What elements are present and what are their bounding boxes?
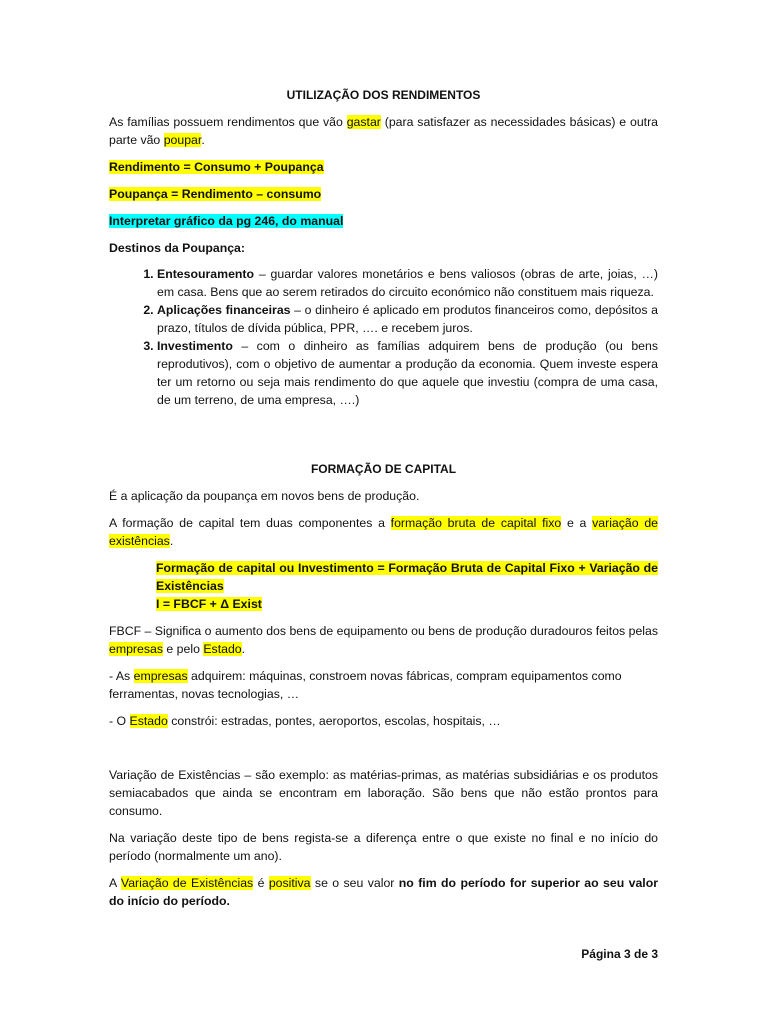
highlight-fbcf: formação bruta de capital fixo — [390, 516, 562, 530]
paragraph-positiva: A Variação de Existências é positiva se o seu valor no fim do período for superior ao seu valor do início do período. — [109, 876, 658, 908]
document-page — [109, 78, 658, 910]
paragraph-estado: - O Estado constrói: estradas, pontes, aeroportos, escolas, hospitais, … — [109, 714, 501, 728]
formula-investimento: Formação de capital ou Investimento = Formação Bruta de Capital Fixo + Variação de Existências — [156, 561, 658, 593]
page-number: Página 3 de 3 — [581, 947, 658, 961]
list-item: 1. Entesouramento – guardar valores monetários e bens valiosos (obras de arte, joias, …) em casa. Bens que ao serem retirados do circuito económico não constituem mais riqueza. — [157, 265, 658, 301]
paragraph-na-variacao: Na variação deste tipo de bens regista-se a diferença entre o que existe no final e no início do período (normalmente um ano). — [109, 831, 658, 863]
destinos-list — [109, 265, 658, 409]
highlight-gastar: gastar — [346, 115, 381, 129]
paragraph-fbcf: FBCF – Significa o aumento dos bens de equipamento ou bens de produção duradouros feitos pelas empresas e pelo Estado. — [109, 624, 658, 656]
highlight-variacao: variação de existências — [109, 516, 658, 548]
paragraph-variacao: Variação de Existências – são exemplo: as matérias-primas, as matérias subsidiárias e os produtos semiacabados que ainda se encontram em laboração. São bens que não estão prontos para consumo. — [109, 768, 658, 818]
equation-rendimento: Rendimento = Consumo + Poupança — [109, 160, 324, 174]
equation-poupanca: Poupança = Rendimento – consumo — [109, 187, 322, 201]
formula-block — [109, 559, 658, 613]
heading-destinos: Destinos da Poupança: — [109, 241, 245, 255]
section-title-rendimentos: UTILIZAÇÃO DOS RENDIMENTOS — [286, 88, 481, 102]
list-item: 2. Aplicações financeiras – o dinheiro é aplicado em produtos financeiros como, depósitos a prazo, títulos de dívida pública, PPR, …. e recebem juros. — [157, 301, 658, 337]
paragraph-rendimentos: As famílias possuem rendimentos que vão gastar (para satisfazer as necessidades básicas) e outra parte vão poupar. — [109, 115, 659, 147]
section-title-formacao: FORMAÇÃO DE CAPITAL — [310, 462, 457, 476]
list-item: 3. Investimento – com o dinheiro as famílias adquirem bens de produção (ou bens reprodutivos), com o objetivo de aumentar a produção da economia. Quem investe espera ter um retorno ou seja mais rendimento do que aquele que investiu (compra de uma casa, de um terreno, de uma empresa, ….) — [157, 337, 658, 409]
formula-short: I = FBCF + Δ Exist — [156, 597, 262, 611]
paragraph-aplicacao: É a aplicação da poupança em novos bens de produção. — [109, 489, 420, 503]
paragraph-componentes: A formação de capital tem duas componentes a formação bruta de capital fixo e a variação de existências. — [109, 516, 658, 548]
highlight-poupar: poupar — [163, 133, 202, 147]
paragraph-empresas: - As empresas adquirem: máquinas, constroem novas fábricas, compram equipamentos como ferramentas, novas tecnologias, … — [109, 669, 622, 701]
note-interpretar: Interpretar gráfico da pg 246, do manual — [109, 214, 344, 228]
